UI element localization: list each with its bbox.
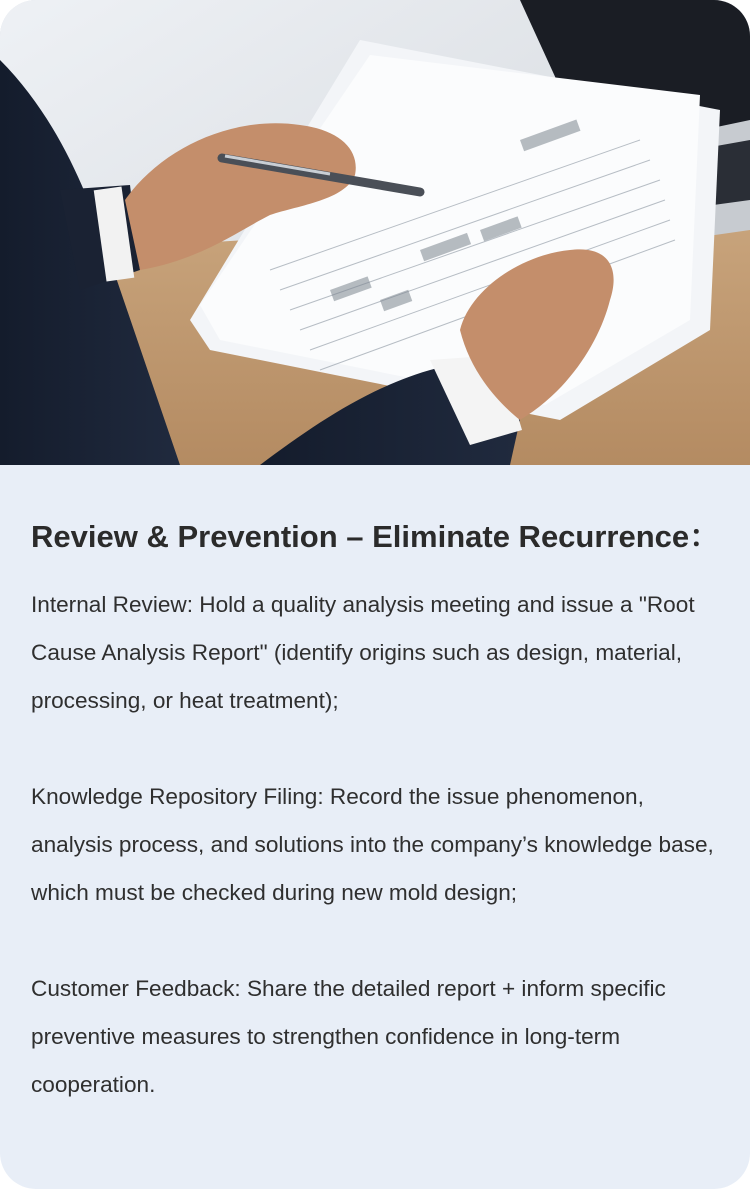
section-title: Review & Prevention – Eliminate Recurrence： [31,519,721,554]
paragraph-knowledge-repository: Knowledge Repository Filing: Record the issue phenomenon, analysis process, and solutions into the company’s knowledge base, which must be checked during new mold design; [31,784,714,905]
paragraph-customer-feedback: Customer Feedback: Share the detailed report + inform specific preventive measures to strengthen confidence in long-term cooperation. [31,976,666,1097]
paragraph-internal-review: Internal Review: Hold a quality analysis meeting and issue a "Root Cause Analysis Report" (identify origins such as design, material, processing, or heat treatment); [31,592,695,713]
header-photo [0,0,750,465]
document-review-photo [0,0,750,465]
content-section [0,517,750,1109]
